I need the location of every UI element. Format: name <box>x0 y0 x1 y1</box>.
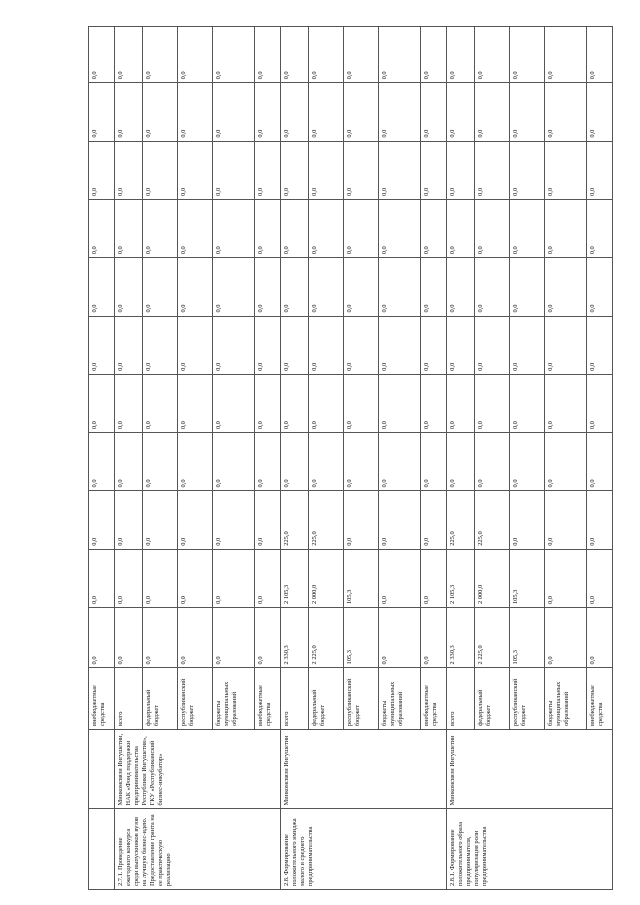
value-cell: 0,0 <box>587 258 613 316</box>
value-cell: 225,0 <box>281 491 309 549</box>
value-cell: 0,0 <box>213 433 255 491</box>
value-cell: 0,0 <box>545 608 587 668</box>
value-cell: 0,0 <box>143 316 178 374</box>
funding-source-cell: федеральный бюджет <box>309 668 344 729</box>
value-cell: 0,0 <box>255 27 281 83</box>
value-cell: 0,0 <box>213 316 255 374</box>
funding-source-cell: внебюджетные средства <box>255 668 281 729</box>
value-cell: 0,0 <box>421 199 447 257</box>
value-cell: 0,0 <box>545 549 587 607</box>
value-cell: 0,0 <box>115 316 143 374</box>
value-cell: 0,0 <box>421 316 447 374</box>
value-cell: 0,0 <box>421 549 447 607</box>
value-cell: 0,0 <box>115 199 143 257</box>
event-cell: 2.7.1. Проведение ежегодного конкурса среди выпускников вузов на лучшую бизнес-идею. Предоставление гранта на ее практическую реализацию <box>115 809 281 890</box>
funding-source-cell: внебюджетные средства <box>89 668 115 729</box>
value-cell: 0,0 <box>213 374 255 432</box>
value-cell: 0,0 <box>213 199 255 257</box>
value-cell: 0,0 <box>255 199 281 257</box>
value-cell: 0,0 <box>255 491 281 549</box>
funding-source-cell: республиканский бюджет <box>344 668 379 729</box>
value-cell: 0,0 <box>475 27 510 83</box>
value-cell: 0,0 <box>510 141 545 199</box>
value-cell: 0,0 <box>115 549 143 607</box>
value-cell: 0,0 <box>178 549 213 607</box>
value-cell: 0,0 <box>89 199 115 257</box>
value-cell: 0,0 <box>587 316 613 374</box>
value-cell: 0,0 <box>379 491 421 549</box>
value-cell: 0,0 <box>545 199 587 257</box>
value-cell: 0,0 <box>545 433 587 491</box>
value-cell: 0,0 <box>89 83 115 141</box>
value-cell: 0,0 <box>344 83 379 141</box>
value-cell: 0,0 <box>143 608 178 668</box>
table-body <box>89 27 613 890</box>
funding-source-cell: республиканский бюджет <box>510 668 545 729</box>
value-cell: 0,0 <box>510 258 545 316</box>
value-cell: 0,0 <box>510 27 545 83</box>
event-cell: 2.8. Формирование положительного имиджа малого и среднего предпринимательства <box>281 809 447 890</box>
value-cell: 0,0 <box>89 258 115 316</box>
value-cell: 0,0 <box>178 491 213 549</box>
value-cell: 0,0 <box>213 27 255 83</box>
value-cell: 0,0 <box>255 83 281 141</box>
value-cell: 0,0 <box>255 608 281 668</box>
value-cell: 0,0 <box>143 433 178 491</box>
event-cell <box>89 809 115 890</box>
value-cell: 225,0 <box>309 491 344 549</box>
value-cell: 0,0 <box>379 258 421 316</box>
value-cell: 0,0 <box>281 258 309 316</box>
funding-source-cell: бюджеты муниципальных образований <box>545 668 587 729</box>
value-cell: 0,0 <box>309 83 344 141</box>
funding-source-cell: федеральный бюджет <box>143 668 178 729</box>
value-cell: 0,0 <box>115 491 143 549</box>
value-cell: 0,0 <box>309 199 344 257</box>
value-cell: 0,0 <box>379 27 421 83</box>
value-cell: 0,0 <box>421 27 447 83</box>
value-cell: 0,0 <box>178 374 213 432</box>
value-cell: 0,0 <box>545 27 587 83</box>
value-cell: 0,0 <box>309 141 344 199</box>
value-cell: 0,0 <box>178 258 213 316</box>
executor-cell <box>89 729 115 809</box>
value-cell: 0,0 <box>281 374 309 432</box>
value-cell: 0,0 <box>178 83 213 141</box>
value-cell: 0,0 <box>213 608 255 668</box>
value-cell: 0,0 <box>281 199 309 257</box>
value-cell: 0,0 <box>115 374 143 432</box>
value-cell: 0,0 <box>475 433 510 491</box>
value-cell: 0,0 <box>115 258 143 316</box>
value-cell: 0,0 <box>447 374 475 432</box>
value-cell: 2 105,3 <box>447 549 475 607</box>
funding-source-cell: внебюджетные средства <box>587 668 613 729</box>
value-cell: 0,0 <box>143 258 178 316</box>
value-cell: 0,0 <box>178 608 213 668</box>
value-cell: 0,0 <box>89 433 115 491</box>
value-cell: 0,0 <box>545 141 587 199</box>
value-cell: 0,0 <box>587 549 613 607</box>
value-cell: 0,0 <box>344 258 379 316</box>
value-cell: 0,0 <box>89 27 115 83</box>
budget-table <box>88 26 613 890</box>
value-cell: 2 000,0 <box>475 549 510 607</box>
value-cell: 0,0 <box>255 374 281 432</box>
value-cell: 0,0 <box>143 549 178 607</box>
value-cell: 0,0 <box>344 491 379 549</box>
value-cell: 0,0 <box>344 316 379 374</box>
value-cell: 0,0 <box>89 608 115 668</box>
funding-source-cell: всего <box>447 668 475 729</box>
value-cell: 0,0 <box>89 141 115 199</box>
value-cell: 0,0 <box>213 141 255 199</box>
value-cell: 0,0 <box>587 27 613 83</box>
value-cell: 0,0 <box>309 27 344 83</box>
value-cell: 0,0 <box>545 374 587 432</box>
value-cell: 0,0 <box>281 83 309 141</box>
table-row <box>89 27 115 890</box>
value-cell: 0,0 <box>510 199 545 257</box>
value-cell: 0,0 <box>89 374 115 432</box>
value-cell: 0,0 <box>447 316 475 374</box>
value-cell: 0,0 <box>213 549 255 607</box>
value-cell: 0,0 <box>475 199 510 257</box>
value-cell: 0,0 <box>475 316 510 374</box>
value-cell: 0,0 <box>421 374 447 432</box>
executor-cell: Минкомсвязи Ингушетии <box>281 729 447 809</box>
executor-cell: Минкомсвязи Ингушетии <box>447 729 613 809</box>
value-cell: 0,0 <box>344 141 379 199</box>
funding-source-cell: бюджеты муниципальных образований <box>213 668 255 729</box>
executor-cell: Минкомсвязи Ингушетии, НАК «Фонд поддержки предпринимательства Республики Ингушетия», ГКУ «Республиканский бизнес-инкубатор» <box>115 729 281 809</box>
value-cell: 0,0 <box>178 433 213 491</box>
value-cell: 0,0 <box>143 27 178 83</box>
value-cell: 0,0 <box>379 433 421 491</box>
value-cell: 0,0 <box>587 491 613 549</box>
value-cell: 0,0 <box>421 433 447 491</box>
value-cell: 0,0 <box>143 83 178 141</box>
value-cell: 0,0 <box>143 374 178 432</box>
funding-source-cell: бюджеты муниципальных образований <box>379 668 421 729</box>
value-cell: 0,0 <box>545 258 587 316</box>
value-cell: 0,0 <box>143 141 178 199</box>
value-cell: 105,3 <box>344 549 379 607</box>
table-row <box>447 27 475 890</box>
value-cell: 0,0 <box>421 83 447 141</box>
value-cell: 0,0 <box>255 433 281 491</box>
value-cell: 0,0 <box>421 141 447 199</box>
value-cell: 0,0 <box>89 549 115 607</box>
value-cell: 0,0 <box>587 83 613 141</box>
value-cell: 0,0 <box>309 258 344 316</box>
value-cell: 0,0 <box>447 258 475 316</box>
value-cell: 105,3 <box>510 549 545 607</box>
value-cell: 0,0 <box>379 316 421 374</box>
value-cell: 0,0 <box>344 374 379 432</box>
value-cell: 0,0 <box>587 374 613 432</box>
value-cell: 0,0 <box>587 141 613 199</box>
value-cell: 0,0 <box>475 374 510 432</box>
value-cell: 105,3 <box>344 608 379 668</box>
value-cell: 0,0 <box>178 199 213 257</box>
value-cell: 225,0 <box>447 491 475 549</box>
funding-source-cell: республиканский бюджет <box>178 668 213 729</box>
value-cell: 0,0 <box>421 258 447 316</box>
value-cell: 0,0 <box>309 433 344 491</box>
value-cell: 0,0 <box>475 258 510 316</box>
value-cell: 0,0 <box>213 491 255 549</box>
value-cell: 0,0 <box>255 316 281 374</box>
value-cell: 0,0 <box>281 141 309 199</box>
value-cell: 2 330,3 <box>447 608 475 668</box>
value-cell: 0,0 <box>281 316 309 374</box>
value-cell: 0,0 <box>587 433 613 491</box>
value-cell: 0,0 <box>309 374 344 432</box>
value-cell: 0,0 <box>447 141 475 199</box>
value-cell: 0,0 <box>255 549 281 607</box>
value-cell: 0,0 <box>379 374 421 432</box>
value-cell: 2 225,0 <box>309 608 344 668</box>
value-cell: 0,0 <box>379 549 421 607</box>
value-cell: 0,0 <box>89 316 115 374</box>
value-cell: 0,0 <box>344 27 379 83</box>
funding-source-cell: всего <box>281 668 309 729</box>
value-cell: 0,0 <box>379 199 421 257</box>
funding-source-cell: всего <box>115 668 143 729</box>
value-cell: 0,0 <box>178 316 213 374</box>
table-row <box>281 27 309 890</box>
value-cell: 2 105,3 <box>281 549 309 607</box>
value-cell: 0,0 <box>475 83 510 141</box>
value-cell: 0,0 <box>545 83 587 141</box>
value-cell: 0,0 <box>213 258 255 316</box>
value-cell: 0,0 <box>309 316 344 374</box>
value-cell: 0,0 <box>213 83 255 141</box>
value-cell: 0,0 <box>379 608 421 668</box>
value-cell: 0,0 <box>510 433 545 491</box>
value-cell: 0,0 <box>447 83 475 141</box>
value-cell: 0,0 <box>379 83 421 141</box>
value-cell: 0,0 <box>115 83 143 141</box>
value-cell: 0,0 <box>379 141 421 199</box>
value-cell: 0,0 <box>421 491 447 549</box>
value-cell: 0,0 <box>115 608 143 668</box>
value-cell: 2 225,0 <box>475 608 510 668</box>
value-cell: 0,0 <box>115 141 143 199</box>
value-cell: 105,3 <box>510 608 545 668</box>
table-row <box>115 27 143 890</box>
value-cell: 0,0 <box>178 141 213 199</box>
value-cell: 0,0 <box>281 27 309 83</box>
value-cell: 0,0 <box>510 316 545 374</box>
value-cell: 0,0 <box>545 491 587 549</box>
value-cell: 0,0 <box>510 83 545 141</box>
value-cell: 0,0 <box>447 199 475 257</box>
funding-source-cell: федеральный бюджет <box>475 668 510 729</box>
value-cell: 0,0 <box>587 608 613 668</box>
value-cell: 0,0 <box>587 199 613 257</box>
value-cell: 0,0 <box>344 199 379 257</box>
value-cell: 0,0 <box>421 608 447 668</box>
value-cell: 0,0 <box>89 491 115 549</box>
value-cell: 0,0 <box>143 491 178 549</box>
value-cell: 0,0 <box>545 316 587 374</box>
value-cell: 0,0 <box>475 141 510 199</box>
value-cell: 225,0 <box>475 491 510 549</box>
value-cell: 0,0 <box>447 27 475 83</box>
value-cell: 0,0 <box>344 433 379 491</box>
value-cell: 0,0 <box>115 433 143 491</box>
value-cell: 0,0 <box>510 374 545 432</box>
funding-source-cell: внебюджетные средства <box>421 668 447 729</box>
value-cell: 0,0 <box>255 258 281 316</box>
value-cell: 0,0 <box>115 27 143 83</box>
value-cell: 0,0 <box>178 27 213 83</box>
value-cell: 0,0 <box>510 491 545 549</box>
value-cell: 0,0 <box>447 433 475 491</box>
value-cell: 2 330,3 <box>281 608 309 668</box>
value-cell: 0,0 <box>143 199 178 257</box>
event-cell: 2.8.1. Формирование положительного образа предпринимателя, популяризация роли предпринимательства <box>447 809 613 890</box>
value-cell: 0,0 <box>281 433 309 491</box>
value-cell: 0,0 <box>255 141 281 199</box>
value-cell: 2 000,0 <box>309 549 344 607</box>
